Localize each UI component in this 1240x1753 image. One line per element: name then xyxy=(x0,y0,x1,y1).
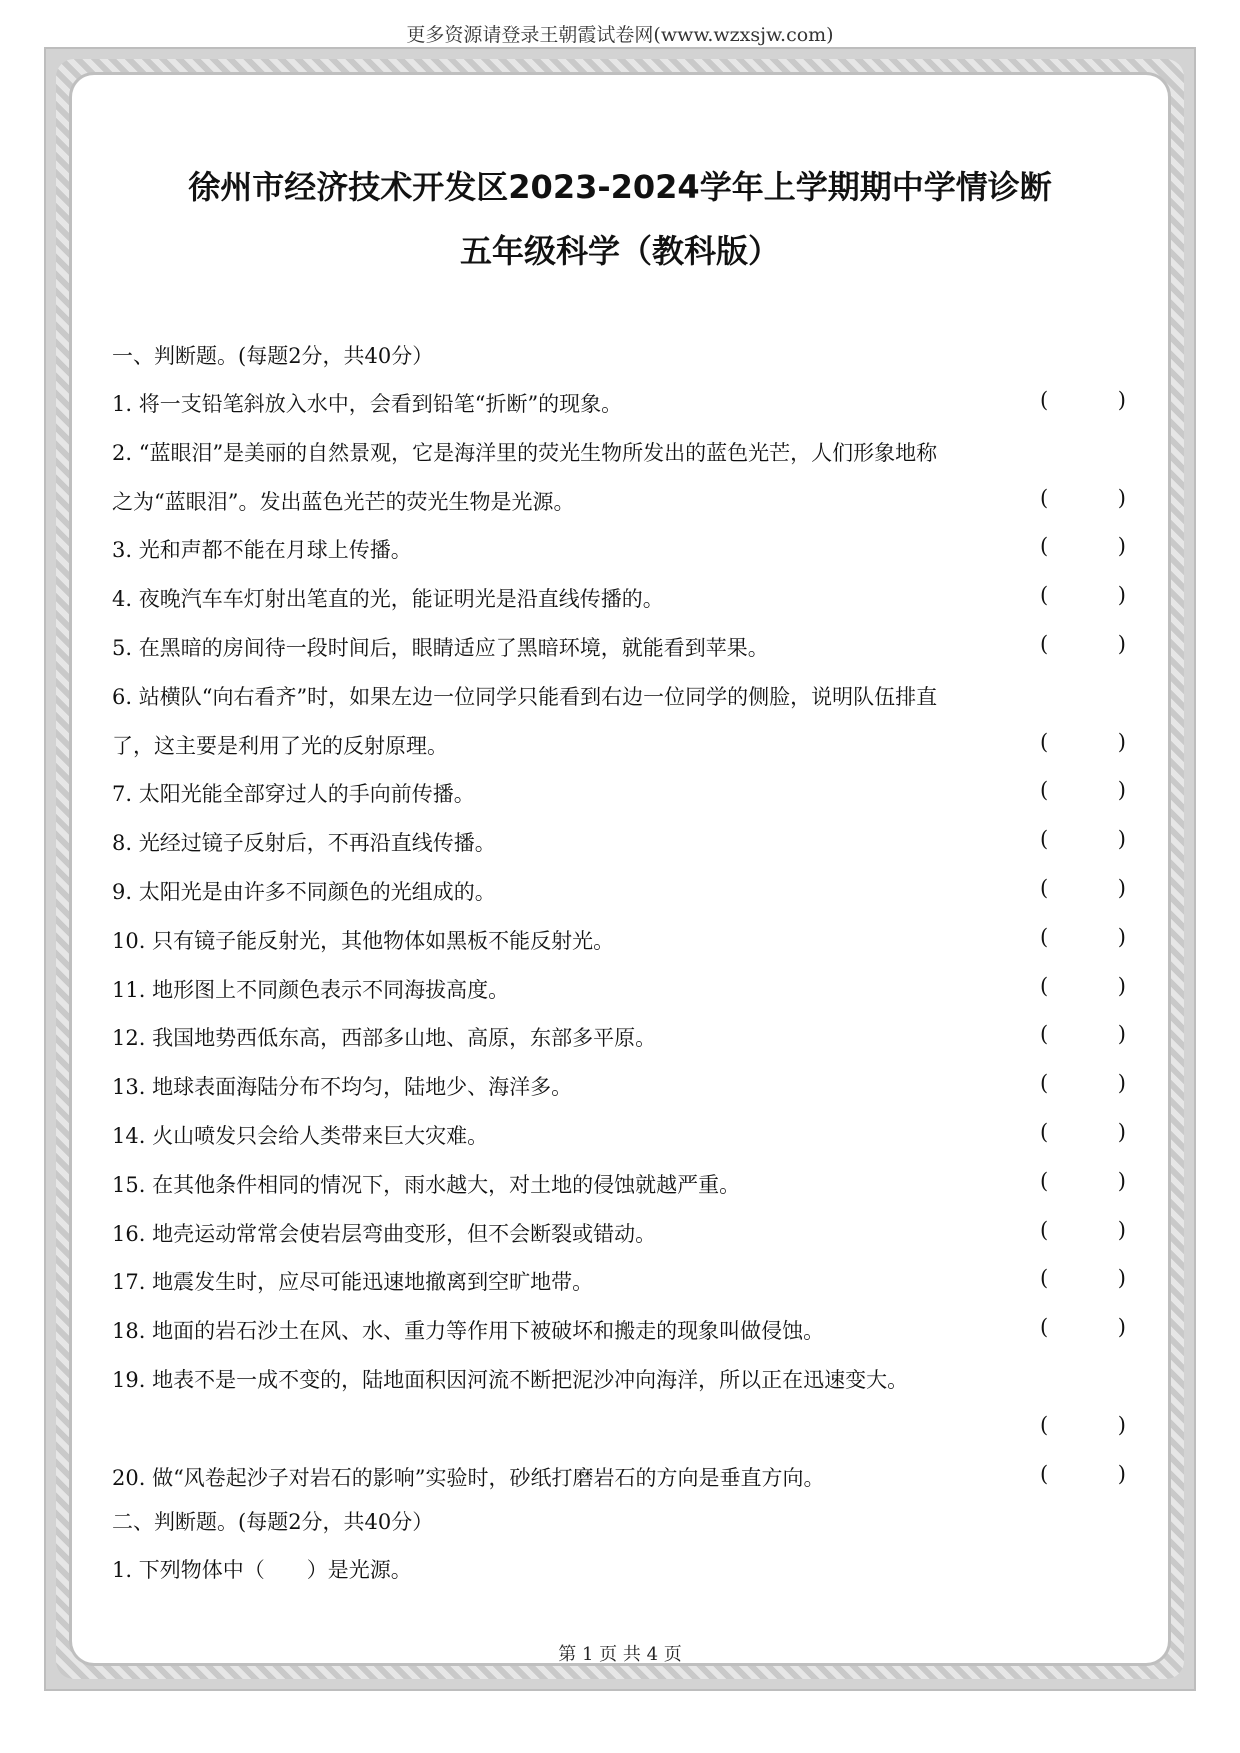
question-17-text: 17. 地震发生时，应尽可能迅速地撤离到空旷地带。 xyxy=(112,1270,594,1295)
answer-blank-19[interactable] xyxy=(1040,1413,1126,1437)
page-content-area xyxy=(72,75,1168,1663)
paren-open: ( xyxy=(1040,583,1049,608)
answer-blank-3[interactable] xyxy=(1040,534,1126,558)
answer-blank-13[interactable] xyxy=(1040,1071,1126,1095)
paren-close: ) xyxy=(1117,1022,1126,1047)
paren-open: ( xyxy=(1040,1266,1049,1291)
paren-open: ( xyxy=(1040,1022,1049,1047)
question-7-text: 7. 太阳光能全部穿过人的手向前传播。 xyxy=(112,782,475,807)
paren-close: ) xyxy=(1117,534,1126,559)
paren-open: ( xyxy=(1040,1461,1049,1486)
paren-open: ( xyxy=(1040,485,1049,510)
paren-close: ) xyxy=(1117,632,1126,656)
paren-close: ) xyxy=(1117,1071,1126,1096)
answer-blank-20[interactable] xyxy=(1040,1462,1126,1486)
question-16-text: 16. 地壳运动常常会使岩层弯曲变形，但不会断裂或错动。 xyxy=(112,1221,657,1246)
question-4-text: 4. 夜晚汽车车灯射出笔直的光，能证明光是沿直线传播的。 xyxy=(112,587,664,612)
answer-blank-11[interactable] xyxy=(1040,974,1126,998)
paren-open: ( xyxy=(1040,973,1049,998)
paren-open: ( xyxy=(1040,388,1049,412)
paren-close: ) xyxy=(1117,1217,1126,1242)
question-19-text: 19. 地表不是一成不变的，陆地面积因河流不断把泥沙冲向海洋，所以正在迅速变大。 xyxy=(112,1368,909,1392)
question-5-text: 5. 在黑暗的房间待一段时间后，眼睛适应了黑暗环境，就能看到苹果。 xyxy=(112,636,769,660)
paren-close: ) xyxy=(1117,1315,1126,1340)
answer-blank-16[interactable] xyxy=(1040,1218,1126,1242)
paren-open: ( xyxy=(1040,924,1049,949)
paren-open: ( xyxy=(1040,632,1049,656)
exam-subtitle: 五年级科学（教科版） xyxy=(459,232,780,270)
question-18-text: 18. 地面的岩石沙土在风、水、重力等作用下被破坏和搬走的现象叫做侵蚀。 xyxy=(112,1319,825,1344)
answer-blank-17[interactable] xyxy=(1040,1266,1126,1290)
question-3-text: 3. 光和声都不能在月球上传播。 xyxy=(112,538,412,563)
answer-blank-7[interactable] xyxy=(1040,778,1126,802)
question-12-text: 12. 我国地势西低东高，西部多山地、高原，东部多平原。 xyxy=(112,1026,657,1051)
paren-open: ( xyxy=(1040,534,1049,559)
page-number: 第 1 页 共 4 页 xyxy=(558,1644,682,1665)
resource-header: 更多资源请登录王朝霞试卷网(www.wzxsjw.com) xyxy=(406,24,834,46)
answer-blank-5[interactable] xyxy=(1040,632,1126,656)
question-2-text-continued: 之为“蓝眼泪”。发出蓝色光芒的荧光生物是光源。 xyxy=(112,489,575,514)
paren-open: ( xyxy=(1040,1120,1049,1144)
paren-open: ( xyxy=(1040,1217,1049,1242)
question-9-text: 9. 太阳光是由许多不同颜色的光组成的。 xyxy=(112,880,496,904)
question-1-text: 1. 将一支铅笔斜放入水中，会看到铅笔“折断”的现象。 xyxy=(112,392,623,416)
section-2-heading: 二、判断题。(每题2分，共40分） xyxy=(112,1510,434,1535)
section-2-question-1: 1. 下列物体中（ ）是光源。 xyxy=(112,1558,412,1583)
answer-blank-18[interactable] xyxy=(1040,1315,1126,1339)
paren-open: ( xyxy=(1040,827,1049,852)
paren-close: ) xyxy=(1117,1168,1126,1193)
paren-close: ) xyxy=(1117,1266,1126,1291)
question-2-text: 2. “蓝眼泪”是美丽的自然景观，它是海洋里的荧光生物所发出的蓝色光芒，人们形象地称 xyxy=(112,440,938,465)
paren-open: ( xyxy=(1040,1168,1049,1193)
paren-close: ) xyxy=(1117,876,1126,900)
paren-close: ) xyxy=(1117,778,1126,803)
answer-blank-8[interactable] xyxy=(1040,827,1126,851)
answer-blank-6[interactable] xyxy=(1040,730,1126,754)
paren-close: ) xyxy=(1117,1120,1126,1144)
paren-close: ) xyxy=(1117,1461,1126,1486)
paren-open: ( xyxy=(1040,1412,1049,1437)
answer-blank-10[interactable] xyxy=(1040,925,1126,949)
paren-close: ) xyxy=(1117,827,1126,852)
question-15-text: 15. 在其他条件相同的情况下，雨水越大，对土地的侵蚀就越严重。 xyxy=(112,1172,741,1197)
answer-blank-2[interactable] xyxy=(1040,486,1126,510)
question-6-text: 6. 站横队“向右看齐”时，如果左边一位同学只能看到右边一位同学的侧脸，说明队伍排直 xyxy=(112,684,938,709)
question-20-text: 20. 做“风卷起沙子对岩石的影响”实验时，砂纸打磨岩石的方向是垂直方向。 xyxy=(112,1465,825,1490)
paren-close: ) xyxy=(1117,729,1126,754)
paren-close: ) xyxy=(1117,1412,1126,1437)
paren-close: ) xyxy=(1117,583,1126,608)
exam-title: 徐州市经济技术开发区2023-2024学年上学期期中学情诊断 xyxy=(188,168,1052,206)
question-10-text: 10. 只有镜子能反射光，其他物体如黑板不能反射光。 xyxy=(112,928,615,953)
paren-open: ( xyxy=(1040,876,1049,900)
paren-close: ) xyxy=(1117,485,1126,510)
answer-blank-14[interactable] xyxy=(1040,1120,1126,1144)
paren-open: ( xyxy=(1040,729,1049,754)
question-8-text: 8. 光经过镜子反射后，不再沿直线传播。 xyxy=(112,831,496,856)
answer-blank-4[interactable] xyxy=(1040,583,1126,607)
question-11-text: 11. 地形图上不同颜色表示不同海拔高度。 xyxy=(112,977,510,1002)
section-1-heading: 一、判断题。(每题2分，共40分） xyxy=(112,344,434,368)
answer-blank-12[interactable] xyxy=(1040,1022,1126,1046)
question-13-text: 13. 地球表面海陆分布不均匀，陆地少、海洋多。 xyxy=(112,1075,573,1100)
paren-open: ( xyxy=(1040,778,1049,803)
answer-blank-15[interactable] xyxy=(1040,1169,1126,1193)
paren-close: ) xyxy=(1117,973,1126,998)
answer-blank-1[interactable] xyxy=(1040,388,1126,412)
paren-open: ( xyxy=(1040,1071,1049,1096)
paren-close: ) xyxy=(1117,388,1126,412)
answer-blank-9[interactable] xyxy=(1040,876,1126,900)
question-14-text: 14. 火山喷发只会给人类带来巨大灾难。 xyxy=(112,1124,489,1148)
paren-close: ) xyxy=(1117,924,1126,949)
paren-open: ( xyxy=(1040,1315,1049,1340)
question-6-text-continued: 了，这主要是利用了光的反射原理。 xyxy=(112,733,448,758)
